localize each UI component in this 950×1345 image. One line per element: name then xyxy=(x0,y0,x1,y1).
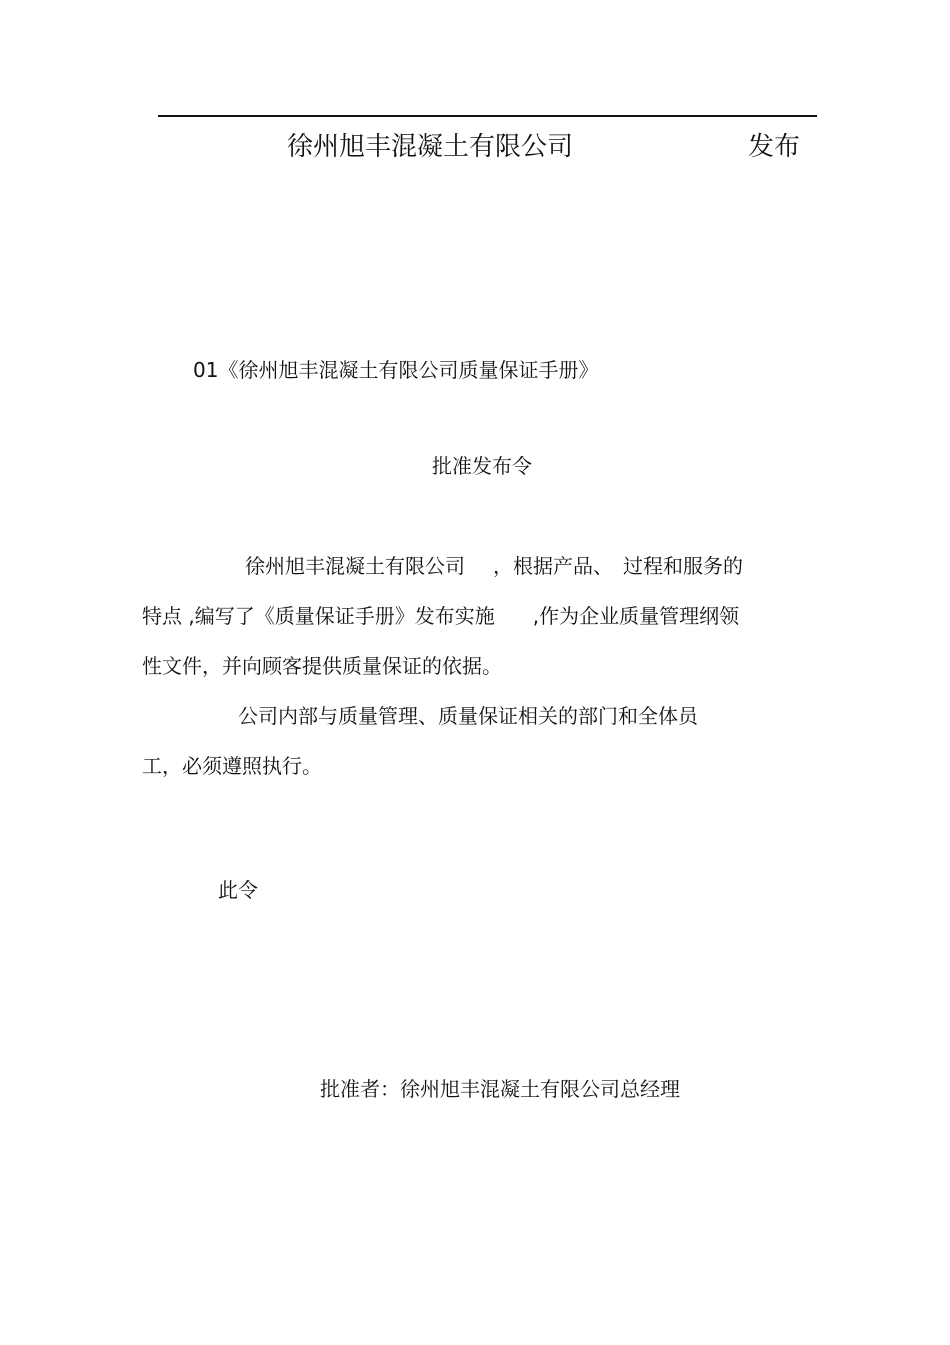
paragraph-1-line-1 xyxy=(245,552,743,580)
document-title: 01《徐州旭丰混凝土有限公司质量保证手册》 xyxy=(193,358,599,382)
paragraph-1-line-1-part-c: 过程和服务的 xyxy=(623,554,743,578)
paragraph-1-line-2-part-b: ,作为企业质量管理纲领 xyxy=(532,604,740,628)
paragraph-2-line-1: 公司内部与质量管理、质量保证相关的部门和全体员 xyxy=(238,704,698,728)
paragraph-2-line-2: 工，必须遵照执行。 xyxy=(142,754,322,778)
paragraph-1-line-2 xyxy=(142,602,739,630)
order-title: 批准发布令 xyxy=(432,454,532,478)
header-publish-label: 发布 xyxy=(748,132,801,162)
paragraph-1-line-1-part-a: 徐州旭丰混凝土有限公司 xyxy=(245,554,465,578)
closing-text: 此令 xyxy=(218,878,258,902)
approver-line: 批准者：徐州旭丰混凝土有限公司总经理 xyxy=(320,1077,680,1101)
paragraph-1-line-2-part-a: 特点 ,编写了《质量保证手册》发布实施 xyxy=(142,604,495,628)
header-rule xyxy=(158,115,817,117)
paragraph-1-line-1-part-b: ，根据产品、 xyxy=(493,554,613,578)
paragraph-1-line-3: 性文件，并向顾客提供质量保证的依据。 xyxy=(142,654,502,678)
header-company-name: 徐州旭丰混凝土有限公司 xyxy=(287,132,574,162)
